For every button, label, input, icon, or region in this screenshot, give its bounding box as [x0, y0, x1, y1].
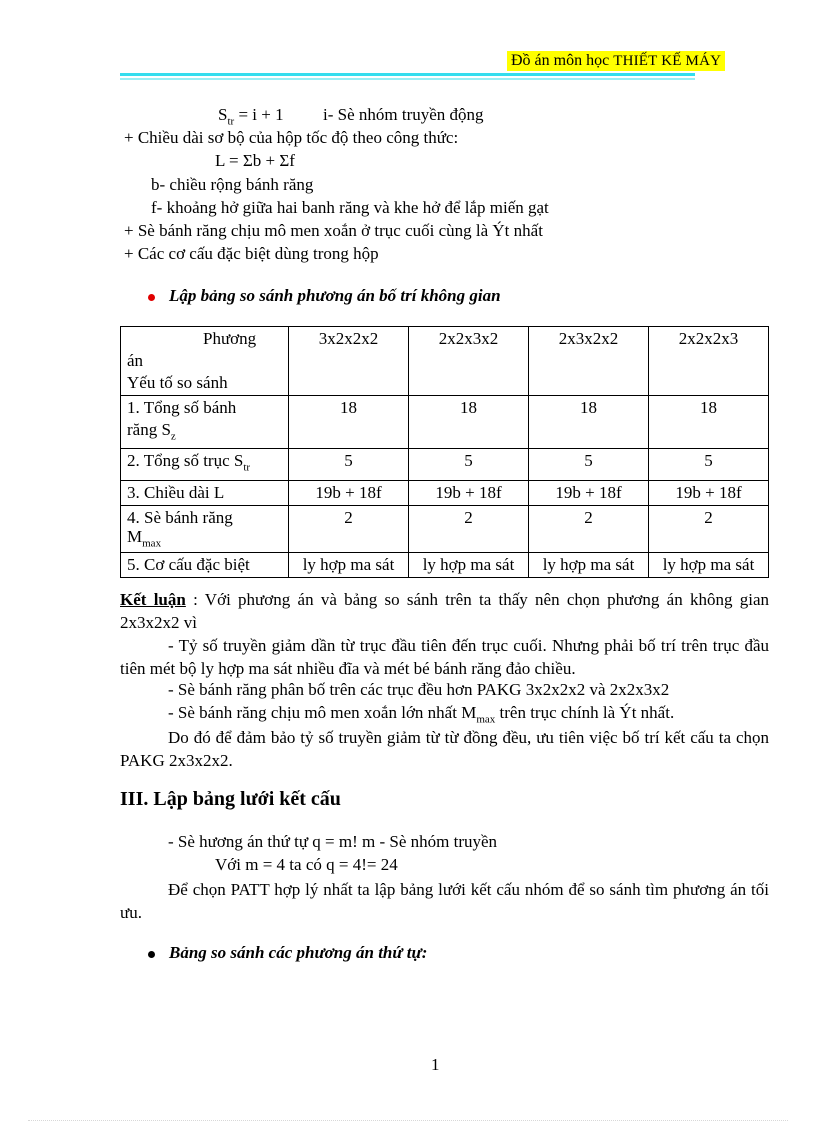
table-cell: 19b + 18f — [289, 480, 409, 505]
table-cell: ly hợp ma sát — [289, 553, 409, 578]
table-col-header: 2x3x2x2 — [529, 327, 649, 396]
table-row — [121, 449, 769, 480]
table-cell: 2 — [649, 505, 769, 552]
table-cell: 18 — [289, 396, 409, 449]
header-suffix: THIẾT KẾ MÁY — [613, 53, 722, 69]
length-intro: + Chiều dài sơ bộ của hộp tốc độ theo công thức: — [124, 128, 459, 147]
header-rule-shadow — [120, 78, 695, 80]
black-bullet-icon — [148, 951, 155, 958]
table-cell: 18 — [529, 396, 649, 449]
table-corner-cell: Phương án Yếu tố so sánh — [121, 327, 289, 396]
table-cell: 2 — [529, 505, 649, 552]
table-cell: 18 — [409, 396, 529, 449]
table-row-label: 2. Tổng số trục $S_{tr}$ — [121, 449, 289, 480]
table-cell: 19b + 18f — [409, 480, 529, 505]
header-title — [507, 51, 725, 71]
table-cell: 2 — [409, 505, 529, 552]
special-line: + Các cơ cấu đặc biệt dùng trong hộp — [124, 244, 379, 263]
f-definition: f- khoảng hở giữa hai banh răng và khe hở để lắp miến gạt — [151, 198, 549, 217]
conclusion-text: : Với phương án và bảng so sánh trên ta thấy nên chọn phương án không gian 2x3x2x2 vì — [120, 590, 770, 632]
section3-bullet — [148, 943, 427, 963]
header-prefix: Đồ án môn học — [511, 52, 614, 69]
header-rule — [120, 73, 695, 76]
length-formula: L = Σb + Σf — [215, 151, 295, 170]
section3-bullet-text: Bảng so sánh các phương án thứ tự: — [169, 943, 428, 962]
section3-line-2: Với m = 4 ta có q = 4!= 24 — [215, 855, 398, 874]
table-col-header: 2x2x2x3 — [649, 327, 769, 396]
table-cell: 19b + 18f — [649, 480, 769, 505]
conclusion-point-2: - Sè bánh răng phân bố trên các trục đều hơn PAKG 3x2x2x2 và 2x2x3x2 — [168, 680, 670, 699]
section3-paragraph: Để chọn PATT hợp lý nhất ta lập bảng lưới kết cấu nhóm để so sánh tìm phương án tối ưu. — [120, 880, 769, 922]
table-cell: 2 — [289, 505, 409, 552]
table-row-label: 3. Chiều dài L — [121, 480, 289, 505]
section3-heading: III. Lập bảng lưới kết cấu — [120, 788, 341, 810]
comparison-table — [120, 326, 769, 578]
table-row — [121, 505, 769, 552]
table-cell: 18 — [649, 396, 769, 449]
table-col-header: 2x2x3x2 — [409, 327, 529, 396]
table-cell: ly hợp ma sát — [529, 553, 649, 578]
section1-bullet — [148, 286, 501, 306]
str-formula: $S_{tr} = i + 1$ — [218, 105, 284, 128]
str-note: i- Sè nhóm truyền động — [323, 105, 484, 124]
page-number: 1 — [431, 1055, 440, 1074]
table-col-header: 3x2x2x2 — [289, 327, 409, 396]
table-cell: 5 — [409, 449, 529, 480]
conclusion-point-1: - Tỷ số truyền giảm dần từ trục đầu tiên đến trục cuối. Nhưng phải bố trí trên trục đầu tiên mét bộ ly hợp ma sát nhiều đĩa và mét bé bánh răng đảo chiều. — [120, 636, 769, 678]
table-header-row — [121, 327, 769, 396]
table-row — [121, 553, 769, 578]
table-row-label: 5. Cơ cấu đặc biệt — [121, 553, 289, 578]
table-cell: 5 — [289, 449, 409, 480]
red-bullet-icon — [148, 294, 155, 301]
footer-dotted-line — [28, 1120, 788, 1121]
table-row-label: 1. Tổng số bánh răng $S_z$ — [121, 396, 289, 449]
conclusion-paragraph — [120, 588, 769, 634]
table-cell: ly hợp ma sát — [409, 553, 529, 578]
table-cell: ly hợp ma sát — [649, 553, 769, 578]
table-cell: 5 — [649, 449, 769, 480]
table-row — [121, 480, 769, 505]
b-definition: b- chiều rộng bánh răng — [151, 175, 314, 194]
section3-line-1: - Sè hương án thứ tự q = m! m - Sè nhóm truyền — [168, 832, 498, 851]
section1-title: Lập bảng so sánh phương án bố trí không gian — [169, 286, 501, 305]
conclusion-point-4: Do đó để đảm bảo tỷ số truyền giảm từ từ đồng đều, ưu tiên việc bố trí kết cấu ta chọn PAKG 2x3x2x2. — [120, 728, 769, 770]
torque-line: + Sè bánh răng chịu mô men xoắn ở trục cuối cùng là Ýt nhất — [124, 221, 543, 240]
table-row — [121, 396, 769, 449]
conclusion-label: Kết luận — [120, 590, 186, 609]
conclusion-point-3: - Sè bánh răng chịu mô men xoắn lớn nhất $M_{max}$ trên trục chính là Ýt nhất. — [168, 703, 675, 726]
table-row-label: 4. Sè bánh răng $M_{max}$ — [121, 505, 289, 552]
table-cell: 19b + 18f — [529, 480, 649, 505]
table-cell: 5 — [529, 449, 649, 480]
